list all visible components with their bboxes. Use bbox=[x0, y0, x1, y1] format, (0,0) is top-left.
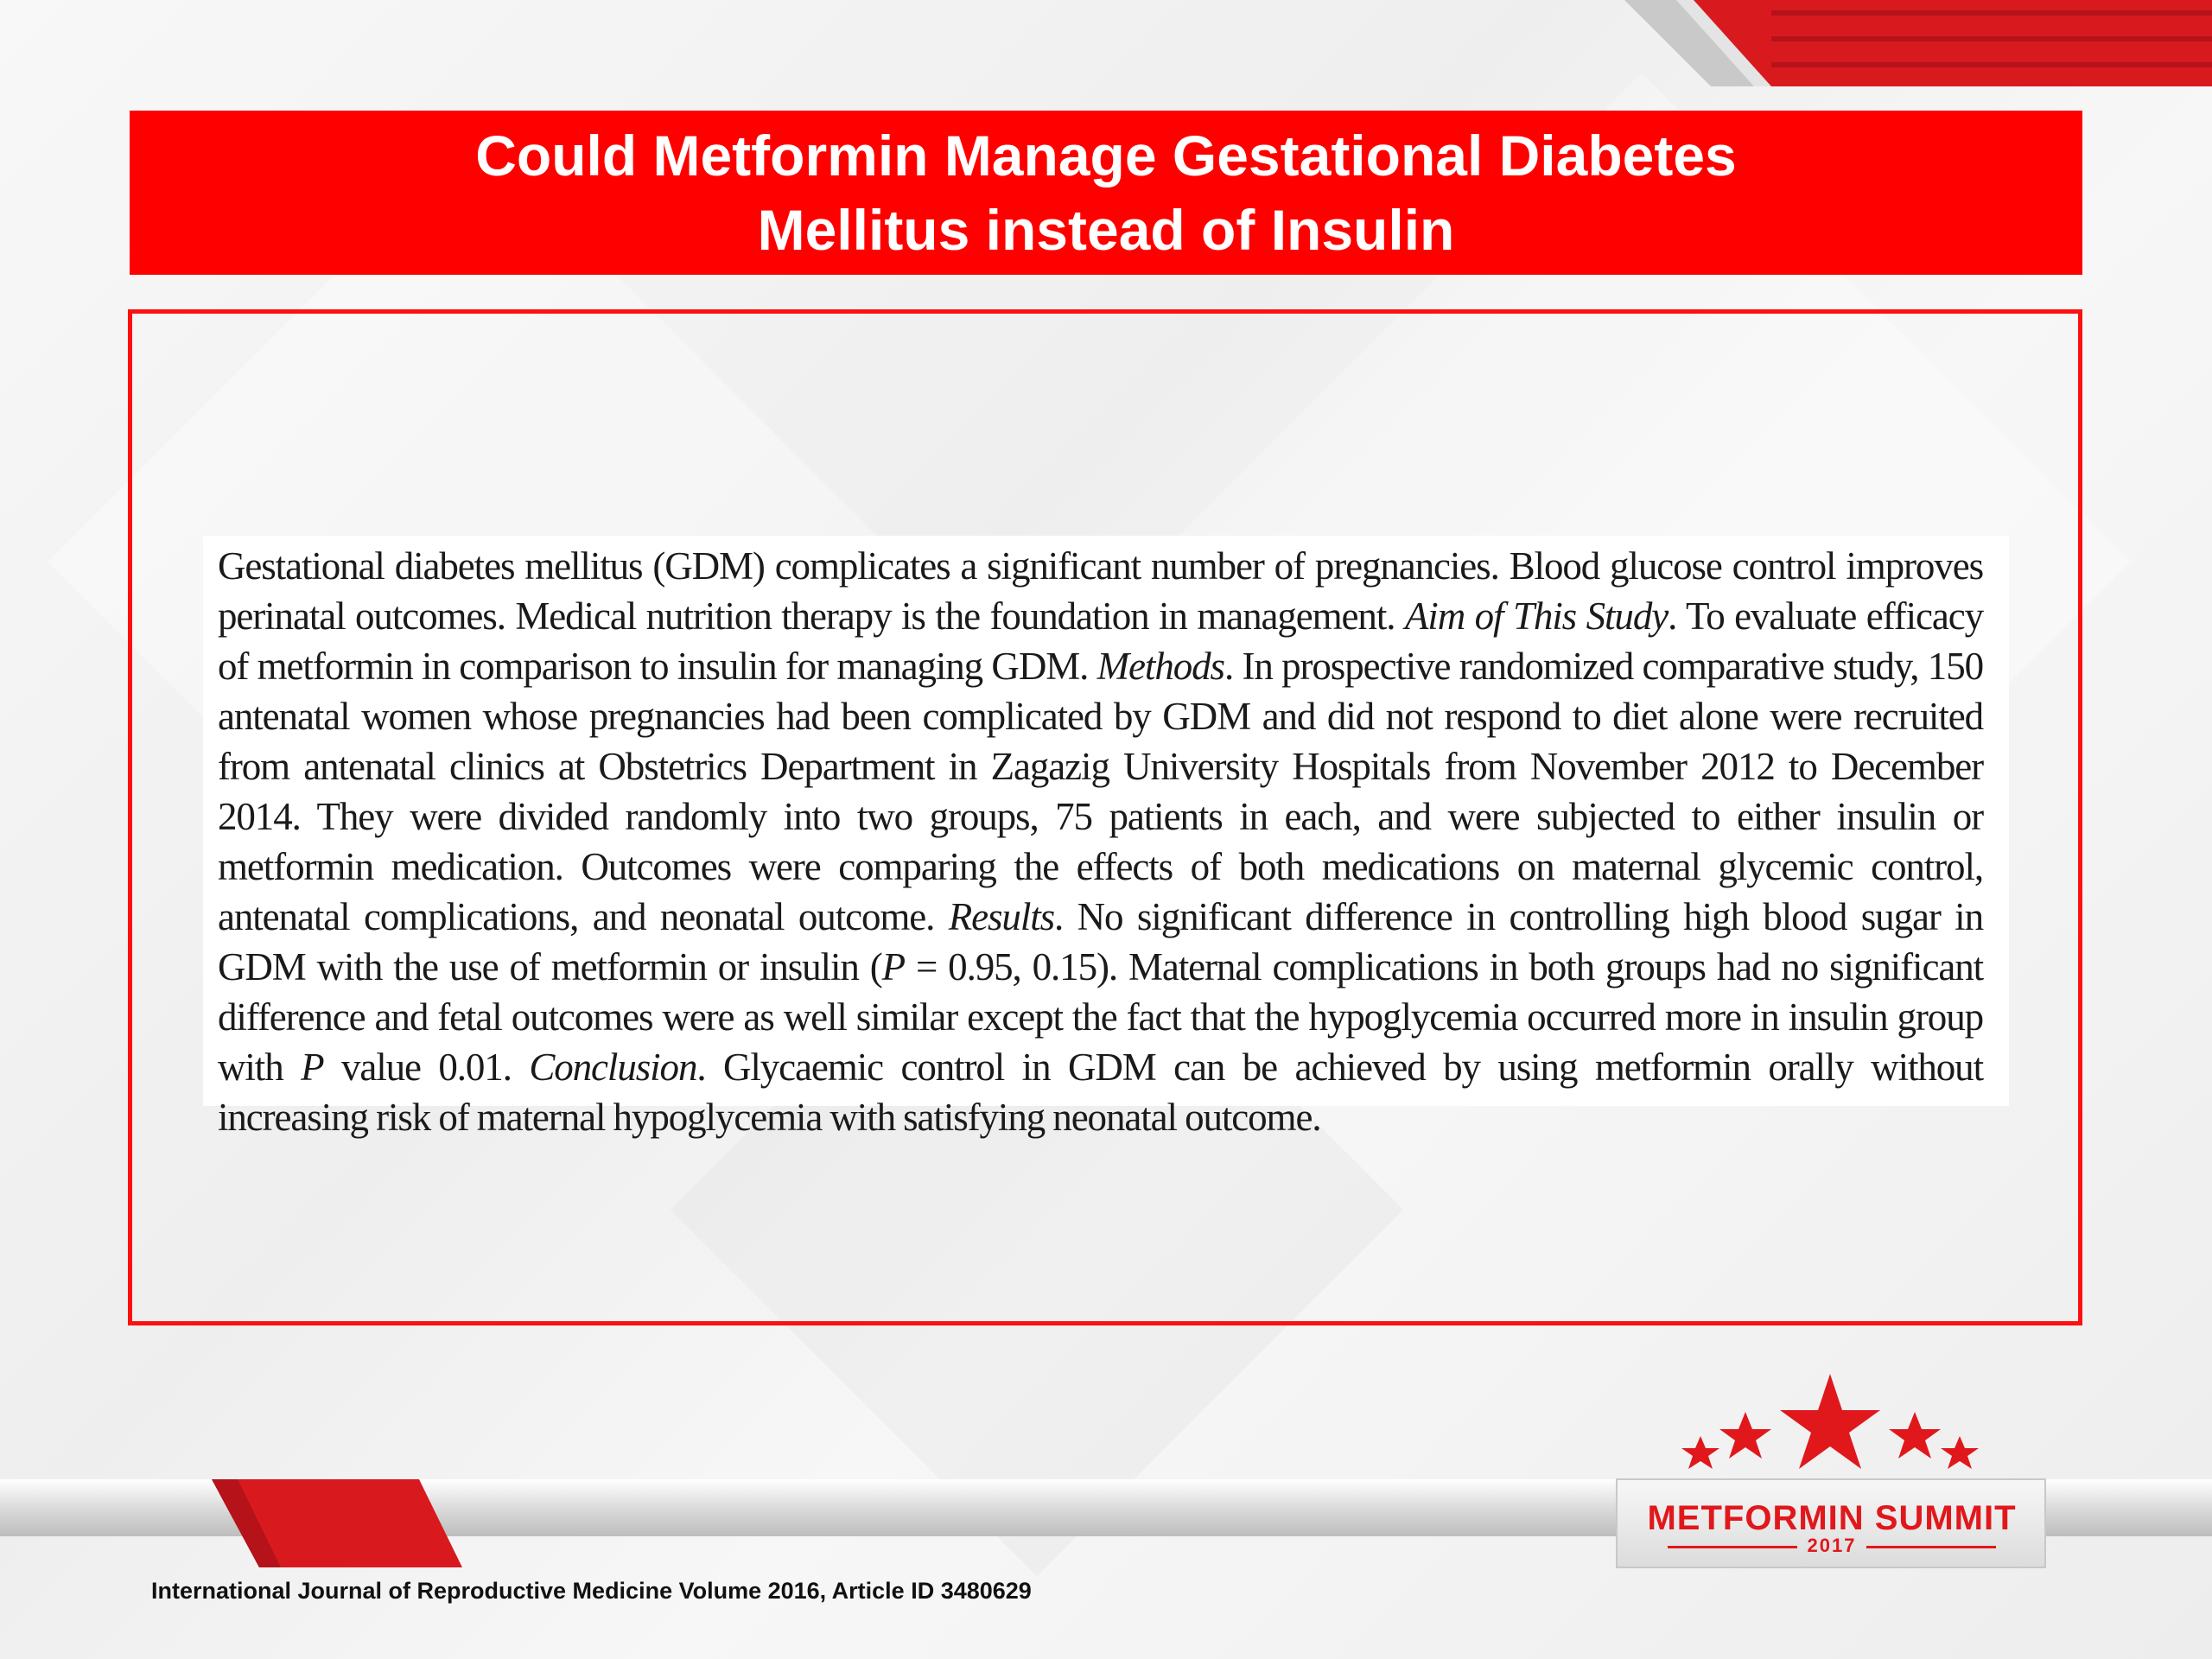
logo-title: METFORMIN SUMMIT bbox=[1647, 1499, 2017, 1537]
slide-title-line-1: Could Metformin Manage Gestational Diabetes bbox=[475, 124, 1737, 188]
abstract-segment: = 0.95, 0.15). Maternal complications in both groups had no significant difference and fetal outcomes were as well similar except the fact that the hypoglycemia occurred more in insulin group with bbox=[218, 945, 1984, 1089]
p-symbol: P bbox=[881, 945, 905, 988]
title-banner bbox=[130, 111, 2082, 275]
abstract-text bbox=[218, 541, 1983, 1142]
logo-year: 2017 bbox=[1807, 1535, 1857, 1556]
abstract-segment: . Glycaemic control in GDM can be achieved by using metformin orally without increasing risk of maternal hypoglycemia with satisfying neonatal outcome. bbox=[218, 1046, 1983, 1139]
abstract-aim-label: Aim of This Study bbox=[1404, 594, 1669, 638]
abstract-methods-label: Methods bbox=[1096, 645, 1224, 688]
abstract-box bbox=[203, 536, 2009, 1139]
bottom-red-accent bbox=[212, 1479, 471, 1567]
abstract-segment: Gestational diabetes mellitus (GDM) complicates a significant number of pregnancies. Blood glucose control improves perinatal outcomes. Medical nutrition therapy is the foundation in management. bbox=[218, 544, 1983, 638]
stars-icon bbox=[1607, 1365, 2056, 1486]
abstract-segment: . No significant difference in controlling high blood sugar in GDM with the use of metformin or insulin ( bbox=[218, 895, 1983, 988]
metformin-summit-logo bbox=[1607, 1365, 2056, 1573]
abstract-segment: . To evaluate efficacy of metformin in comparison to insulin for managing GDM. bbox=[218, 594, 1983, 688]
abstract-segment: value 0.01. bbox=[323, 1046, 530, 1089]
abstract-conclusion-label: Conclusion bbox=[529, 1046, 697, 1089]
abstract-results-label: Results bbox=[948, 895, 1055, 938]
p-symbol: P bbox=[301, 1046, 324, 1089]
slide-title-line-2: Mellitus instead of Insulin bbox=[757, 198, 1455, 262]
abstract-segment: . In prospective randomized comparative study, 150 antenatal women whose pregnancies had been complicated by GDM and did not respond to diet alone were recruited from antenatal clinics at Obstetrics Department in Zagazig University Hospitals from November 2012 to December 2014. They were divided randomly into two groups, 75 patients in each, and were subjected to either insulin or metformin medication. Outcomes were comparing the effects of both medications on maternal glycemic control, antenatal complications, and neonatal outcome. bbox=[218, 645, 1984, 938]
corner-stripes-decoration bbox=[1624, 0, 2212, 95]
citation: International Journal of Reproductive Medicine Volume 2016, Article ID 3480629 bbox=[151, 1578, 1032, 1604]
